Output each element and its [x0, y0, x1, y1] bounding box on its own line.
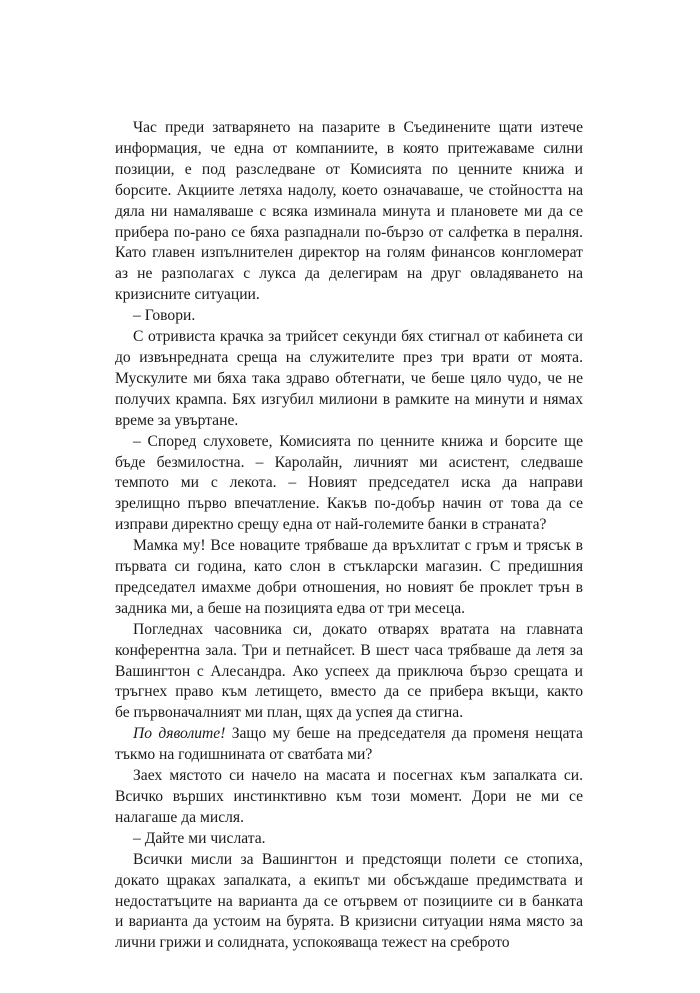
paragraph: [115, 432, 583, 537]
text-line: Вашингтон с Алесандра. Ако успеех да приключа бързо срещата и: [115, 662, 583, 680]
text-line: до извънредната среща на служителите през три врати от моята.: [115, 348, 583, 366]
text-line: време за увъртане.: [115, 411, 239, 429]
italic-exclamation: По дяволите!: [133, 725, 226, 743]
text-line: – Дайте ми числата.: [133, 829, 266, 847]
text-line: и варианта да устоим на бурята. В кризисни ситуации няма място за: [115, 913, 583, 931]
text-line: зрелищно първо впечатление. Какъв по-добър начин от това да се: [115, 495, 583, 513]
paragraph: [115, 850, 583, 955]
text-line: С отривиста крачка за трийсет секунди бях стигнал от кабинета си: [133, 328, 583, 346]
text-line: Погледнах часовника си, докато отварях вратата на главната: [133, 620, 583, 638]
text-line: Мамка му! Все новаците трябваше да връхлитат с гръм и трясък в: [133, 537, 583, 555]
text-line: позиции, е под разследване от Комисията по ценните книжа и: [115, 160, 583, 178]
text-line: борсите. Акциите летяха надолу, което означаваше, че стойността на: [115, 181, 583, 199]
text-line: Всичко върших инстинктивно към този момент. Дори не ми се: [115, 788, 583, 805]
text-line: изправи директно срещу една от най-големите банки в страната?: [115, 516, 547, 534]
text-line: Заех мястото си начело на масата и посегнах към запалката си.: [133, 767, 583, 785]
text-line: кризисните ситуации.: [115, 286, 260, 304]
text-line: недостатъците на варианта да се отървем от позициите си в банката: [115, 892, 583, 910]
text-line: – Говори.: [133, 307, 196, 325]
text-line: прибера по-рано се бяха разпаднали по-бързо от салфетка в пералня.: [115, 223, 583, 241]
text-line: – Според слуховете, Комисията по ценните книжа и борсите ще: [133, 432, 583, 450]
paragraph: [115, 306, 583, 327]
paragraph: [115, 118, 583, 306]
text-line: бъде безмилостна. – Каролайн, личният ми асистент, следваше: [115, 453, 583, 471]
text-line: председател имахме добри отношения, но новият бе проклет трън в: [115, 578, 583, 596]
text-line: дяла ни намаляваше с всяка изминала минута и плановете ми да се: [115, 202, 583, 220]
text-line: лични грижи и солидната, успокояваща тежест на среброто: [115, 934, 510, 952]
paragraph: [115, 620, 583, 725]
text-line: докато щраках запалката, а екипът ми обсъждаше предимствата и: [115, 871, 583, 889]
text-line: задника ми, а беше на позицията едва от три месеца.: [115, 599, 466, 617]
text-line: тъкмо на годишнината от сватбата ми?: [115, 746, 373, 764]
paragraph: [115, 536, 583, 620]
text-line: темпото ми с лекота. – Новият председател иска да направи: [115, 474, 583, 492]
text-line: Час преди затварянето на пазарите в Съединените щати изтече: [133, 119, 583, 136]
text-line: получих крампа. Бях изгубил милиони в рамките на минути и нямах: [115, 390, 583, 408]
paragraph: [115, 724, 583, 766]
text-line: конферентна зала. Три и петнайсет. В шест часа трябваше да летя за: [115, 641, 583, 659]
text-line: налагаше да мисля.: [115, 808, 244, 826]
text-line: По дяволите! Защо му беше на председателя да променя нещата: [133, 725, 583, 743]
text-line: първата си година, като слон в стъкларски магазин. С предишния: [115, 558, 583, 576]
paragraph: [115, 829, 583, 850]
paragraph: [115, 327, 583, 432]
text-line: Като главен изпълнителен директор на голям финансов конгломерат: [115, 244, 583, 262]
body-text: [115, 118, 583, 954]
text-line: Мускулите ми бяха така здраво обтегнати, че беше цяло чудо, че не: [115, 369, 583, 387]
text-line: Всички мисли за Вашингтон и предстоящи полети се стопиха,: [133, 850, 583, 868]
text-line: аз не разполагах с лукса да делегирам на друг овладяването на: [115, 265, 583, 283]
text-line: тръгнех право към летището, вместо да се прибера вкъщи, както: [115, 683, 583, 701]
paragraph: [115, 766, 583, 829]
text-line: бе първоначалният ми план, щях да успея да стигна.: [115, 704, 464, 722]
text-line: информация, че една от компаниите, в която притежаваме силни: [115, 139, 583, 157]
